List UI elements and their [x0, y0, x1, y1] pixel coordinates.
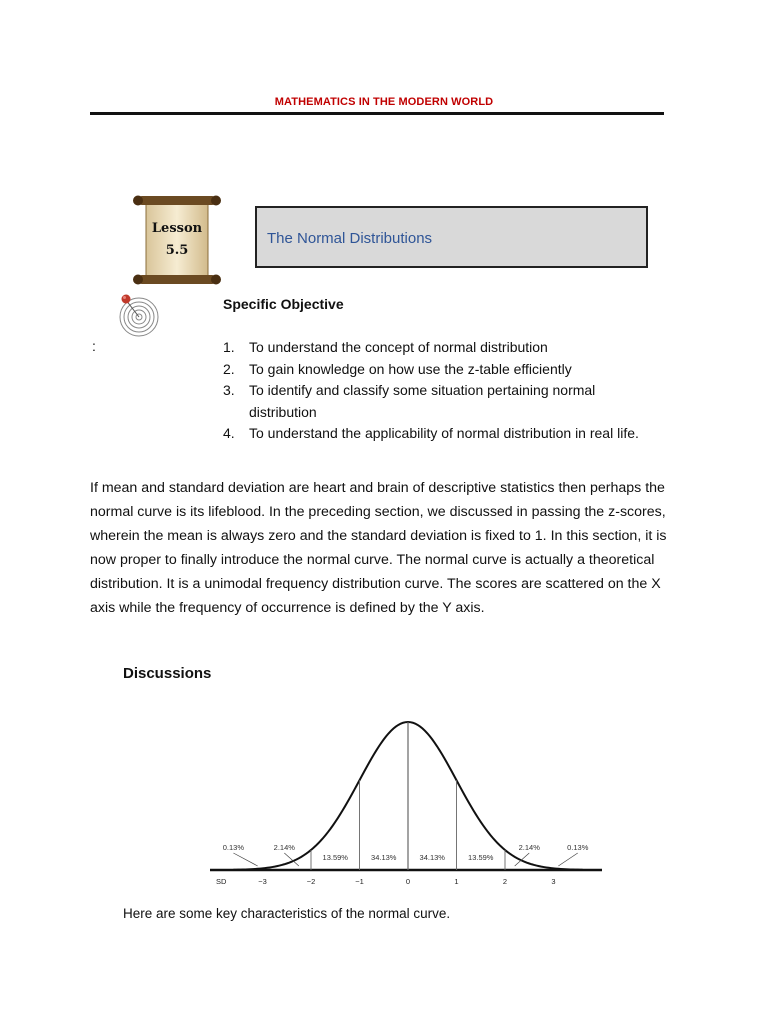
x-tick-label: 2: [502, 877, 508, 886]
header-rule: [90, 112, 664, 115]
lesson-label: Lesson: [151, 221, 203, 236]
lesson-number: 5.5: [165, 243, 189, 258]
list-item-text: To understand the applicability of normal distribution in real life.: [249, 425, 639, 441]
list-item: [223, 423, 649, 445]
region-percent-label: 34.13%: [371, 853, 397, 862]
list-item-number: 3.: [223, 382, 235, 398]
x-tick-label: 0: [405, 877, 411, 886]
region-percent-label: 2.14%: [518, 843, 540, 852]
list-item: [223, 337, 643, 359]
list-item-text: To gain knowledge on how use the z-table efficiently: [249, 360, 572, 377]
x-tick-label: −2: [306, 877, 316, 886]
x-tick-label: −3: [258, 877, 267, 886]
region-percent-label: 34.13%: [419, 853, 445, 862]
lesson-scroll-icon: [126, 192, 228, 290]
label-leader-line: [233, 853, 257, 866]
region-percent-label: 0.13%: [222, 843, 245, 852]
target-icon: [117, 292, 161, 338]
region-percent-label: 0.13%: [567, 843, 589, 852]
list-item-text: To understand the concept of normal distribution: [249, 339, 548, 355]
list-item-text: To identify and classify some situation pertaining normal distribution: [249, 382, 596, 420]
list-item-number: 2.: [223, 360, 235, 377]
x-tick-label: 1: [454, 877, 459, 886]
list-item: [223, 359, 643, 381]
list-item-number: 4.: [223, 425, 235, 441]
x-tick-label: −1: [355, 877, 364, 886]
label-leader-line: [558, 853, 577, 866]
lesson-title: The Normal Distributions: [267, 230, 433, 247]
list-item: [223, 380, 629, 423]
list-item-number: 1.: [223, 339, 235, 355]
x-tick-label: 3: [551, 877, 556, 886]
document-header-title: MATHEMATICS IN THE MODERN WORLD: [274, 96, 494, 108]
body-paragraph: If mean and standard deviation are heart and brain of descriptive statistics then perhaps the normal curve is its lifeblood. In the preceding section, we discussed in passing the z-scores, wherein the mean is always zero and the standard deviation is fixed to 1. In this section, it is now proper to finally introduce the normal curve. The normal curve is actually a theoretical distribution. It is a unimodal frequency distribution curve. The scores are scattered on the X axis while the frequency of occurrence is defined by the Y axis.: [90, 480, 667, 616]
x-axis-label: SD: [216, 877, 227, 886]
discussions-heading: Discussions: [123, 665, 212, 682]
label-leader-line: [515, 853, 530, 866]
chart-caption: Here are some key characteristics of the normal curve.: [123, 906, 451, 921]
objective-list: [223, 337, 643, 445]
objective-heading: Specific Objective: [223, 296, 344, 312]
margin-colon: :: [92, 338, 96, 354]
region-percent-label: 13.59%: [468, 853, 494, 862]
normal-curve-chart: [210, 710, 610, 890]
region-percent-label: 2.14%: [273, 843, 295, 852]
region-percent-label: 13.59%: [322, 853, 348, 862]
lesson-title-box: [255, 206, 648, 268]
